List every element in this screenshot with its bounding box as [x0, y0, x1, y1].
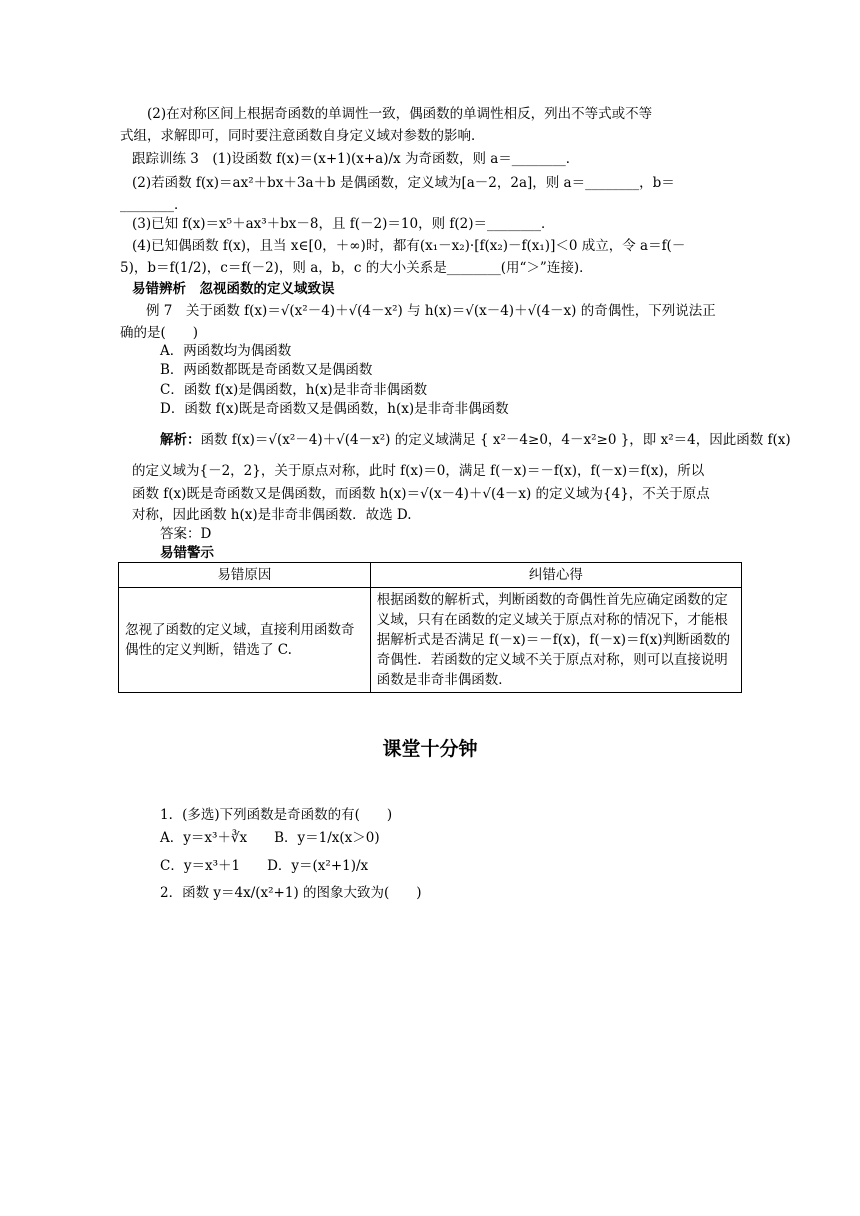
quiz-q1: 1．(多选)下列函数是奇函数的有( )	[160, 807, 393, 823]
intro-line-1: (2)在对称区间上根据奇函数的单调性一致，偶函数的单调性相反，列出不等式或不等	[147, 106, 653, 122]
section-title: 课堂十分钟	[382, 738, 478, 760]
tracking-line-6: 5)，b＝f(1/2)，c＝f(－2)，则 a，b，c 的大小关系是________(用“＞”连接)．	[120, 260, 593, 276]
error-heading: 易错辨析 忽视函数的定义域致误	[132, 281, 335, 297]
intro-line-2: 式组，求解即可，同时要注意函数自身定义域对参数的影响．	[120, 128, 485, 144]
answer: 答案：D	[160, 526, 212, 542]
option-b: B．两函数都既是奇函数又是偶函数	[160, 362, 373, 378]
example-line-2: 确的是( )	[120, 325, 199, 341]
error-warning-table	[118, 562, 742, 693]
solution-line-2: 的定义域为{－2，2}，关于原点对称，此时 f(x)＝0，满足 f(－x)＝－f(x)，f(－x)＝f(x)，所以	[132, 463, 705, 479]
header-cause: 易错原因	[119, 563, 371, 588]
cell-cause: 忽视了函数的定义域，直接利用函数奇偶性的定义判断，错选了 C.	[119, 588, 371, 693]
solution-label: 解析：	[160, 432, 201, 448]
tracking-line-5: (4)已知偶函数 f(x)，且当 x∈[0，＋∞)时，都有(x₁－x₂)·[f(x₂)－f(x₁)]＜0 成立，令 a＝f(－	[132, 238, 686, 254]
solution-line-1	[160, 430, 791, 450]
solution-text-1: 函数 f(x)＝√(x²－4)＋√(4－x²) 的定义域满足 { x²－4≥0，4－x²≥0 }，即 x²＝4，因此函数 f(x)	[200, 432, 791, 448]
solution-line-4: 对称，因此函数 h(x)是非奇非偶函数．故选 D.	[132, 507, 412, 523]
warning-heading: 易错警示	[160, 545, 214, 561]
option-d: D．函数 f(x)既是奇函数又是偶函数，h(x)是非奇非偶函数	[160, 401, 509, 417]
example-line-1: 例 7 关于函数 f(x)＝√(x²－4)＋√(4－x²) 与 h(x)＝√(x－4)＋√(4－x) 的奇偶性，下列说法正	[146, 303, 716, 319]
quiz-q2: 2．函数 y＝4x/(x²+1) 的图象大致为( )	[160, 885, 422, 901]
header-insight: 纠错心得	[370, 563, 741, 588]
tracking-line-2: (2)若函数 f(x)＝ax²＋bx＋3a＋b 是偶函数，定义域为[a－2，2a]，则 a＝________，b＝	[132, 175, 675, 191]
table-header-row	[119, 563, 742, 588]
tracking-line-3: ________．	[120, 197, 188, 213]
option-a: A．两函数均为偶函数	[160, 343, 292, 359]
table-row	[119, 588, 742, 693]
option-c: C．函数 f(x)是偶函数，h(x)是非奇非偶函数	[160, 382, 428, 398]
quiz-q1-options-cd: C．y＝x³＋1 D．y＝(x²+1)/x	[160, 858, 369, 874]
tracking-line-1: 跟踪训练 3 (1)设函数 f(x)＝(x+1)(x+a)/x 为奇函数，则 a＝________．	[132, 151, 580, 167]
tracking-line-4: (3)已知 f(x)＝x⁵＋ax³＋bx－8，且 f(－2)＝10，则 f(2)＝________．	[132, 216, 555, 232]
cell-insight: 根据函数的解析式，判断函数的奇偶性首先应确定函数的定义域，只有在函数的定义域关于原点对称的情况下，才能根据解析式是否满足 f(－x)＝－f(x)，f(－x)＝f(x)判断函数的奇偶性．若函数的定义域不关于原点对称，则可以直接说明函数是非奇非偶函数．	[370, 588, 741, 693]
quiz-q1-options-ab: A．y＝x³＋∛x B．y＝1/x(x＞0)	[160, 830, 380, 846]
solution-line-3: 函数 f(x)既是奇函数又是偶函数，而函数 h(x)＝√(x－4)＋√(4－x) 的定义域为{4}，不关于原点	[132, 486, 710, 502]
